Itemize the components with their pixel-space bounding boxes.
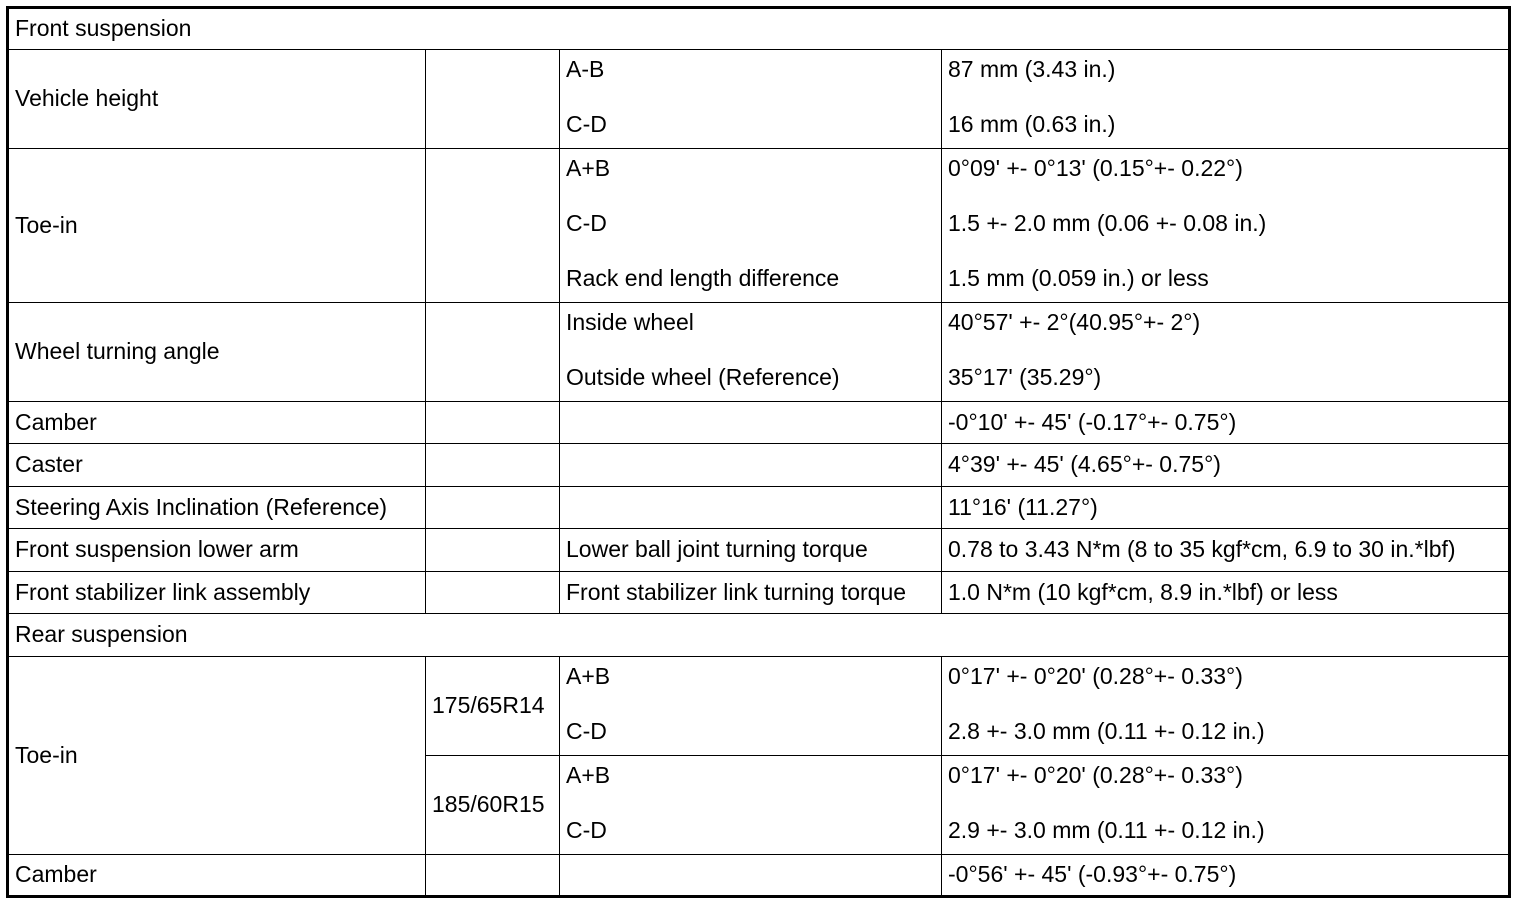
value-text: 0°17' +- 0°20' (0.28°+- 0.33°): [948, 663, 1243, 689]
row-label: Steering Axis Inclination (Reference): [8, 487, 426, 529]
tire-cell-empty: [426, 149, 560, 303]
value-cell: [942, 303, 1510, 402]
tire-cell-empty: [426, 487, 560, 529]
suspension-spec-table: [6, 6, 1511, 898]
value-text: 2.8 +- 3.0 mm (0.11 +- 0.12 in.): [948, 718, 1265, 744]
section-title-rear: Rear suspension: [8, 614, 1510, 657]
row-caster: [8, 444, 1510, 487]
section-row-front: [8, 8, 1510, 50]
row-toe-in-front: [8, 149, 1510, 303]
item-cell: [560, 756, 942, 855]
value-text: 40°57' +- 2°(40.95°+- 2°): [948, 309, 1201, 335]
item-text: C-D: [566, 718, 607, 744]
tire-cell-empty: [426, 444, 560, 487]
item-text: Front stabilizer link turning torque: [560, 572, 942, 614]
row-camber-rear: [8, 855, 1510, 897]
item-text: A-B: [566, 56, 605, 82]
item-text: C-D: [566, 111, 607, 137]
item-cell-empty: [560, 487, 942, 529]
value-cell: [942, 149, 1510, 303]
value-text: 87 mm (3.43 in.): [948, 56, 1116, 82]
value-text: 4°39' +- 45' (4.65°+- 0.75°): [942, 444, 1510, 487]
item-cell: [560, 149, 942, 303]
item-cell-empty: [560, 444, 942, 487]
value-cell: [942, 50, 1510, 149]
tire-size: 185/60R15: [426, 756, 560, 855]
row-label: Toe-in: [8, 657, 426, 855]
value-text: 1.0 N*m (10 kgf*cm, 8.9 in.*lbf) or less: [942, 572, 1510, 614]
item-text: A+B: [566, 663, 611, 689]
row-label: Front suspension lower arm: [8, 529, 426, 572]
item-cell: [560, 50, 942, 149]
row-toe-in-rear-1: [8, 657, 1510, 756]
tire-cell-empty: [426, 402, 560, 444]
item-cell-empty: [560, 402, 942, 444]
value-text: 35°17' (35.29°): [948, 364, 1102, 390]
item-cell: [560, 303, 942, 402]
value-text: 0°17' +- 0°20' (0.28°+- 0.33°): [948, 762, 1243, 788]
row-label: Vehicle height: [8, 50, 426, 149]
row-label: Wheel turning angle: [8, 303, 426, 402]
row-camber-front: [8, 402, 1510, 444]
row-lower-arm: [8, 529, 1510, 572]
value-text: 0°09' +- 0°13' (0.15°+- 0.22°): [948, 155, 1243, 181]
item-cell: [560, 657, 942, 756]
item-text: Inside wheel: [566, 309, 694, 335]
row-label: Camber: [8, 855, 426, 897]
row-label: Caster: [8, 444, 426, 487]
item-text: Rack end length difference: [566, 265, 840, 291]
item-text: C-D: [566, 210, 607, 236]
row-label: Camber: [8, 402, 426, 444]
tire-size: 175/65R14: [426, 657, 560, 756]
value-text: 11°16' (11.27°): [942, 487, 1510, 529]
item-text: Outside wheel (Reference): [566, 364, 840, 390]
tire-cell-empty: [426, 855, 560, 897]
value-text: 16 mm (0.63 in.): [948, 111, 1116, 137]
item-text: A+B: [566, 762, 611, 788]
value-cell: [942, 756, 1510, 855]
tire-cell-empty: [426, 572, 560, 614]
row-label: Front stabilizer link assembly: [8, 572, 426, 614]
value-text: -0°10' +- 45' (-0.17°+- 0.75°): [942, 402, 1510, 444]
item-text: Lower ball joint turning torque: [560, 529, 942, 572]
row-wheel-turning-angle: [8, 303, 1510, 402]
value-text: 2.9 +- 3.0 mm (0.11 +- 0.12 in.): [948, 817, 1265, 843]
tire-cell-empty: [426, 529, 560, 572]
section-row-rear: [8, 614, 1510, 657]
item-text: C-D: [566, 817, 607, 843]
row-vehicle-height: [8, 50, 1510, 149]
item-cell-empty: [560, 855, 942, 897]
value-cell: [942, 657, 1510, 756]
tire-cell-empty: [426, 50, 560, 149]
section-title-front: Front suspension: [8, 8, 1510, 50]
row-label: Toe-in: [8, 149, 426, 303]
value-text: 0.78 to 3.43 N*m (8 to 35 kgf*cm, 6.9 to 30 in.*lbf): [942, 529, 1510, 572]
row-steering-axis: [8, 487, 1510, 529]
item-text: A+B: [566, 155, 611, 181]
value-text: 1.5 mm (0.059 in.) or less: [948, 265, 1209, 291]
value-text: 1.5 +- 2.0 mm (0.06 +- 0.08 in.): [948, 210, 1267, 236]
tire-cell-empty: [426, 303, 560, 402]
row-stabilizer-link: [8, 572, 1510, 614]
value-text: -0°56' +- 45' (-0.93°+- 0.75°): [942, 855, 1510, 897]
